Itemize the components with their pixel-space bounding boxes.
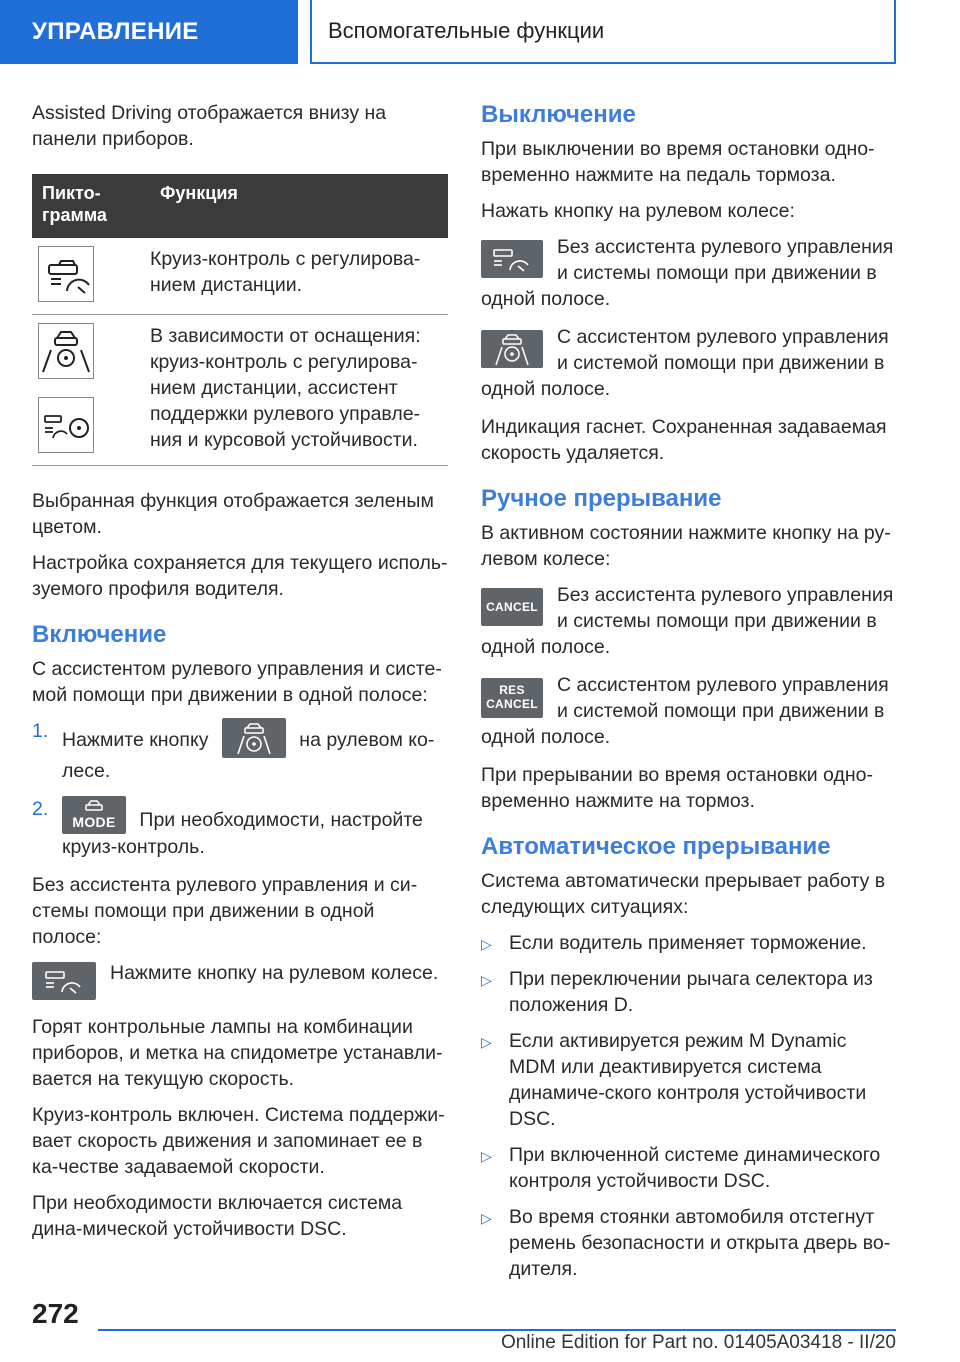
steps-list	[32, 718, 448, 860]
step-2	[32, 796, 448, 860]
heading-manual: Ручное прерывание	[481, 485, 722, 512]
steering-assist-icon	[38, 323, 94, 379]
cancel-button-label: CANCEL	[486, 600, 538, 614]
auto-text: Система автоматически прерывает работу в следующих ситуациях:	[481, 870, 886, 918]
table-header-function: Функция	[150, 174, 448, 238]
mode-button-icon	[62, 796, 126, 834]
off-without-row	[481, 234, 897, 312]
auto-conditions-list	[481, 930, 897, 1282]
step-number: 2.	[32, 798, 49, 820]
res-cancel-button-label: CANCEL	[486, 697, 538, 711]
intro-text: Assisted Driving отображается внизу на панели приборов.	[32, 102, 387, 150]
table-cell-function: Круиз-контроль с регулирова-нием дистанции.	[150, 238, 448, 315]
triangle-bullet-icon: ▷	[481, 1148, 492, 1164]
off-without-text: Без ассистента рулевого управления и системы помощи при движении в одной полосе.	[481, 236, 894, 310]
saved-note: Настройка сохраняется для текущего исполь-зуемого профиля водителя.	[32, 552, 448, 600]
steering-assist-button-icon	[222, 718, 286, 758]
left-column	[32, 100, 448, 1252]
step-text: на рулевом ко-лесе.	[62, 729, 435, 782]
list-item-text: Если водитель применяет торможение.	[509, 932, 867, 954]
list-item-text: При переключении рычага селектора из положения D.	[509, 968, 873, 1016]
section-title: УПРАВЛЕНИЕ	[0, 0, 298, 64]
list-item	[481, 966, 897, 1018]
list-item-text: При включенной системе динамического контроля устойчивости DSC.	[509, 1144, 881, 1192]
footer-divider	[98, 1329, 896, 1331]
pictogram-table	[32, 174, 448, 466]
acc-steering-icon	[38, 397, 94, 453]
triangle-bullet-icon: ▷	[481, 1210, 492, 1226]
res-cancel-button-icon	[481, 678, 543, 718]
manual-with-text: С ассистентом рулевого управления и системой помощи при движении в одной полосе.	[481, 674, 889, 748]
list-item	[481, 1028, 897, 1132]
brake-text: При прерывании во время остановки одно-временно нажмите на тормоз.	[481, 764, 873, 812]
manual-without-row	[481, 582, 897, 660]
without-assist-text: Без ассистента рулевого управления и си-стемы помощи при движении в одной полосе:	[32, 874, 418, 948]
green-note: Выбранная функция отображается зеленым цветом.	[32, 490, 434, 538]
list-item-text: Если активируется режим M Dynamic MDM или деактивируется система динамиче-ского контроля устойчивости DSC.	[509, 1030, 867, 1130]
page-number: 272	[32, 1298, 79, 1329]
heading-auto: Автоматическое прерывание	[481, 833, 831, 860]
dsc-text: При необходимости включается система дина-мической устойчивости DSC.	[32, 1192, 403, 1240]
heading-off: Выключение	[481, 101, 636, 128]
list-item	[481, 1204, 897, 1282]
table-row	[32, 238, 448, 315]
triangle-bullet-icon: ▷	[481, 1034, 492, 1050]
acc-icon	[38, 246, 94, 302]
list-item-text: Во время стоянки автомобиля отстегнут ремень безопасности и открыта дверь во-дителя.	[509, 1206, 891, 1280]
acc-button-icon	[32, 962, 96, 1000]
triangle-bullet-icon: ▷	[481, 972, 492, 988]
mode-button-label: MODE	[72, 814, 116, 830]
enabled-text: Круиз-контроль включен. Система поддержи-вает скорость движения и запоминает ее в ка-честве задаваемой скорости.	[32, 1104, 445, 1178]
manual-text: В активном состоянии нажмите кнопку на ру-левом колесе:	[481, 522, 891, 570]
off-with-row	[481, 324, 897, 402]
list-item	[481, 930, 897, 956]
manual-without-text: Без ассистента рулевого управления и системы помощи при движении в одной полосе.	[481, 584, 894, 658]
list-item	[481, 1142, 897, 1194]
press-wheel-row	[32, 960, 448, 1004]
off-text: При выключении во время остановки одно-временно нажмите на педаль тормоза.	[481, 138, 875, 186]
acc-button-icon	[481, 240, 543, 278]
indicator-text: Индикация гаснет. Сохраненная задаваемая скорость удаляется.	[481, 416, 887, 464]
table-cell-function: В зависимости от оснащения: круиз-контроль с регулирова-нием дистанции, ассистент поддержки рулевого управле-ния и курсовой устойчивости.	[150, 315, 448, 466]
on-intro: С ассистентом рулевого управления и систе-мой помощи при движении в одной полосе:	[32, 658, 442, 706]
press-wheel-text: Нажмите кнопку на рулевом колесе.	[110, 962, 439, 984]
heading-on: Включение	[32, 621, 167, 648]
manual-with-row	[481, 672, 897, 750]
press-text: Нажать кнопку на рулевом колесе:	[481, 200, 795, 222]
off-with-text: С ассистентом рулевого управления и системой помощи при движении в одной полосе.	[481, 326, 889, 400]
steering-assist-button-icon	[481, 330, 543, 368]
footer-edition: Online Edition for Part no. 01405A03418 - II/20	[500, 1332, 896, 1353]
res-button-label: RES	[499, 683, 525, 697]
triangle-bullet-icon: ▷	[481, 936, 492, 952]
lamps-text: Горят контрольные лампы на комбинации приборов, и метка на спидометре устанавли-вается на текущую скорость.	[32, 1016, 443, 1090]
table-row	[32, 315, 448, 466]
table-header-pictogram: Пикто-грамма	[32, 174, 150, 238]
right-column	[481, 100, 897, 1292]
step-text: Нажмите кнопку	[62, 729, 209, 751]
chapter-title: Вспомогательные функции	[310, 0, 896, 64]
step-1	[32, 718, 448, 784]
step-text: При необходимости, настройте круиз-контроль.	[62, 809, 423, 858]
cancel-button-icon	[481, 588, 543, 626]
step-number: 1.	[32, 720, 49, 742]
